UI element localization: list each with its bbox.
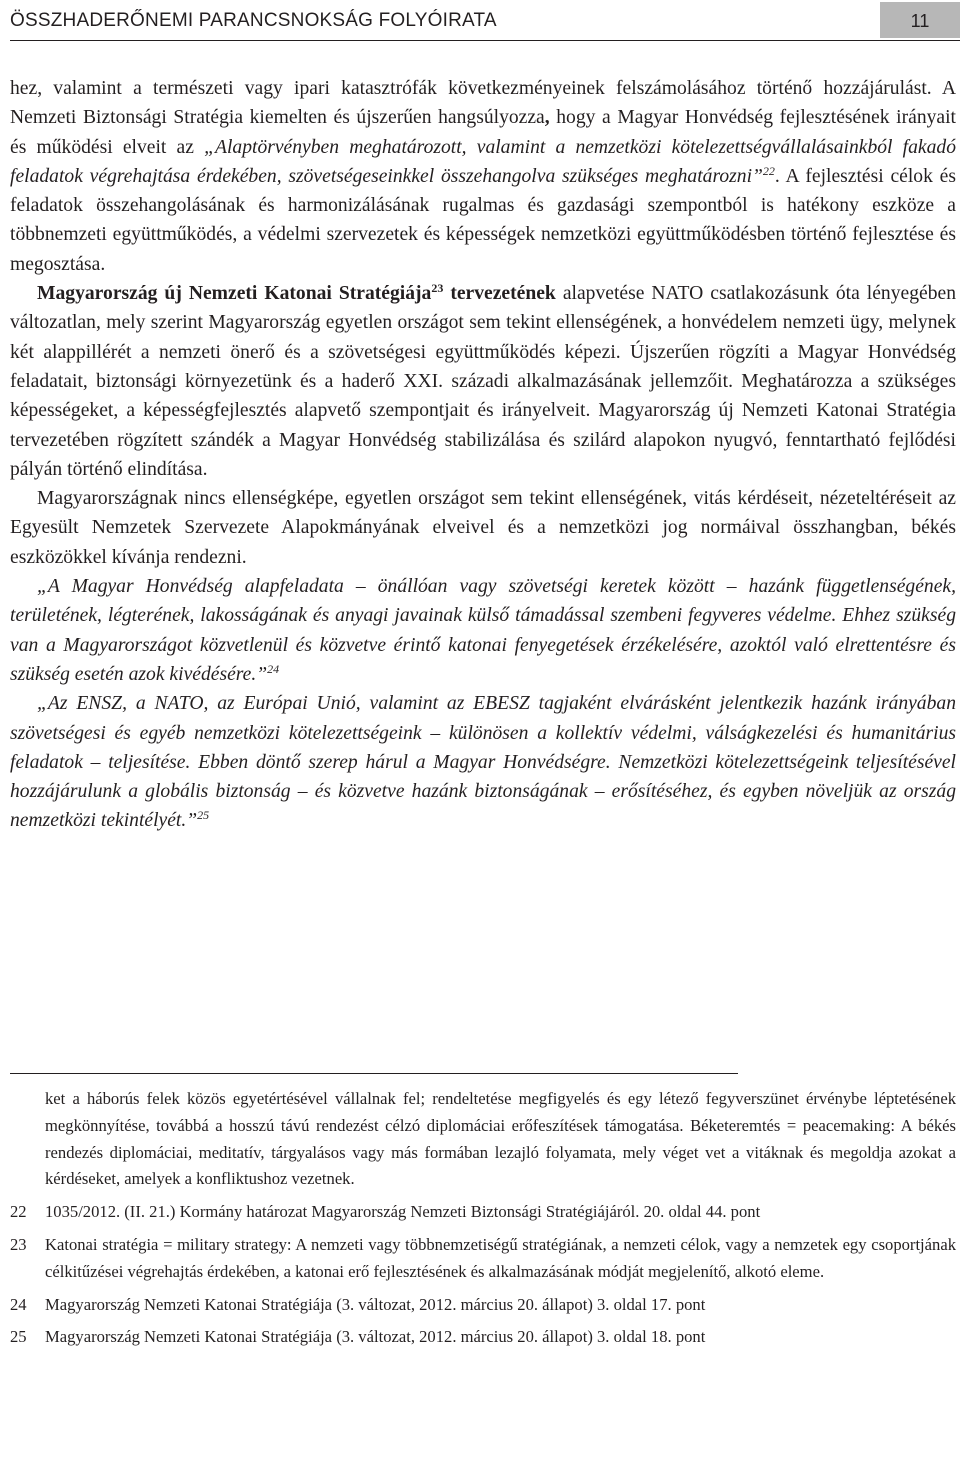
quotation: „Az ENSZ, a NATO, az Európai Unió, valamint az EBESZ tagjaként elvárásként jelentkezik hazánk irányában szövetségesi és egyéb nemzetközi kötelezettségeink – különösen a kollektív védelmi, válságkezelési és humanitárius feladatok – teljesítése. Ebben döntő szerep hárul a Magyar Honvédségre. Nemzetközi kötelezettségeink teljesítésével hozzájárulunk a globális biztonság – és közvetve hazánk biztonságának – erősítéséhez, és egyben növeljük az ország nemzetközi tekintélyét.” <box>10 693 956 832</box>
footnote-number: 25 <box>10 1327 27 1347</box>
paragraph-1: hez, valamint a természeti vagy ipari katasztrófák következményeinek felszámolásához történő hozzájárulást. A Nemzeti Biztonsági Stratégia kiemelten és újszerűen hangsúlyozza, hogy a Magyar Honvédség fejlesztésének irányait és működési elveit az „Alaptörvényben meghatározott, valamint a nemzetközi kötelezettségvállalásainkból fakadó feladatok végrehajtása érdekében, szövetségeseinkkel összehangolva szükséges meghatározni”$^{22}$. A fejlesztési célok és feladatok összehangolásának és harmonizálásának rugalmas és gazdasági szempontból is hatékony eszköze a többnemzeti együttműködés, a védelmi szervezetek és képességek nemzetközi együttműködésben történő fejlesztése és megosztása. <box>10 78 956 275</box>
footnote-divider <box>10 1073 738 1074</box>
quotation: „Alaptörvényben meghatározott, valamint a nemzetközi kötelezettségvállalásainkból fakadó feladatok végrehajtása érdekében, szövetségeseinkkel összehangolva szükséges meghatározni” <box>10 136 956 187</box>
footnotes <box>10 1073 956 1357</box>
footnote-item <box>10 1199 956 1226</box>
article-body <box>10 74 956 836</box>
footnote-ref[interactable]: 23 <box>431 281 444 296</box>
footnote-text: Katonai stratégia = military strategy: A nemzeti vagy többnemzetiségű stratégiának, a nemzeti célok, vagy a nemzetek egy csoportjának célkitűzései végrehajtás érdekében, a katonai erő fejlesztésének és alkalmazásának módját megjelenítő, alkotó eleme. <box>45 1234 956 1281</box>
page-number: 11 <box>880 2 960 38</box>
footnote-ref[interactable]: 25 <box>197 808 210 823</box>
footnote-continued: ket a háborús felek közös egyetértésével vállalnak fel; rendeltetése megfigyelés és egy létező fegyverszünet érvénybe léptetésének megkönnyítése, továbbá a hosszú távú rendezést célzó diplomáciai erőfeszítések támogatása. Béketeremtés = peacemaking: A békés rendezés diplomáciai, meditatív, tárgyalásos vagy más formában lezajló folyamata, mely véget vet a vitáknak és megoldja azokat a kérdéseket, amelyek a konfliktushoz vezetnek. <box>45 1089 956 1189</box>
bold-term: tervezetének <box>443 283 556 305</box>
footnote-ref[interactable]: 22 <box>762 163 775 178</box>
footnote-item <box>10 1232 956 1286</box>
paragraph-5 <box>10 689 956 835</box>
footnote-text: Magyarország Nemzeti Katonai Stratégiája (3. változat, 2012. március 20. állapot) 3. oldal 18. pont <box>45 1327 706 1347</box>
paragraph-4 <box>10 572 956 689</box>
footnote-text: Magyarország Nemzeti Katonai Stratégiája (3. változat, 2012. március 20. állapot) 3. oldal 17. pont <box>45 1294 706 1314</box>
footnote-item <box>10 1292 956 1319</box>
footnote-number: 22 <box>10 1202 27 1222</box>
footnote-number: 24 <box>10 1294 27 1314</box>
footnote-number: 23 <box>10 1234 27 1254</box>
paragraph-3: Magyarországnak nincs ellenségképe, egyetlen országot sem tekint ellenségének, vitás kérdéseit, nézeteltéréseit az Egyesült Nemzetek Szervezete Alapokmányának elveivel és a nemzetközi jog normáival összhangban, békés eszközökkel kívánja rendezni. <box>10 488 956 568</box>
footnote-ref[interactable]: 24 <box>267 661 280 676</box>
footnote-item <box>10 1324 956 1351</box>
quotation: „A Magyar Honvédség alapfeladata – önállóan vagy szövetségi keretek között – hazánk függetlenségének, területének, légterének, lakosságának és anyagi javainak külső támadással szembeni fegyveres védelme. Ehhez szükség van a Magyarországot közvetlenül és közvetve érintő katonai fenyegetések érzékelésére, azoktól való elrettentésre és szükség esetén azok kivédésére.” <box>10 576 956 685</box>
paragraph-2: Magyarország új Nemzeti Katonai Stratégiája$^{23}$ tervezetének alapvetése NATO csatlakozásunk óta lényegében változatlan, mely szerint Magyarország egyetlen országot sem tekint ellenségének, a honvédelem nemzeti ügy, melynek két alappillérét a nemzeti önerő és a szövetségesi együttműködés képezi. Újszerűen rögzíti a Magyar Honvédség feladatait, biztonsági környezetünk és a haderő XXI. századi alkalmazásának jellemzőit. Meghatározza a szükséges képességeket, a képességfejlesztés alapvető szempontjait és irányelveit. Magyarország új Nemzeti Katonai Stratégia tervezetében rögzített szándék a Magyar Honvédség stabilizálása és szilárd alapokon nyugvó, fenntartható fejlődési pályán történő elindítása. <box>10 281 957 480</box>
footnote-text: 1035/2012. (II. 21.) Kormány határozat Magyarország Nemzeti Biztonsági Stratégiájáról. 20. oldal 44. pont <box>45 1202 761 1222</box>
page-header <box>10 0 960 41</box>
journal-title: ÖSSZHADERŐNEMI PARANCSNOKSÁG FOLYÓIRATA <box>10 10 497 31</box>
bold-term: Magyarország új Nemzeti Katonai Stratégiája <box>37 283 432 305</box>
